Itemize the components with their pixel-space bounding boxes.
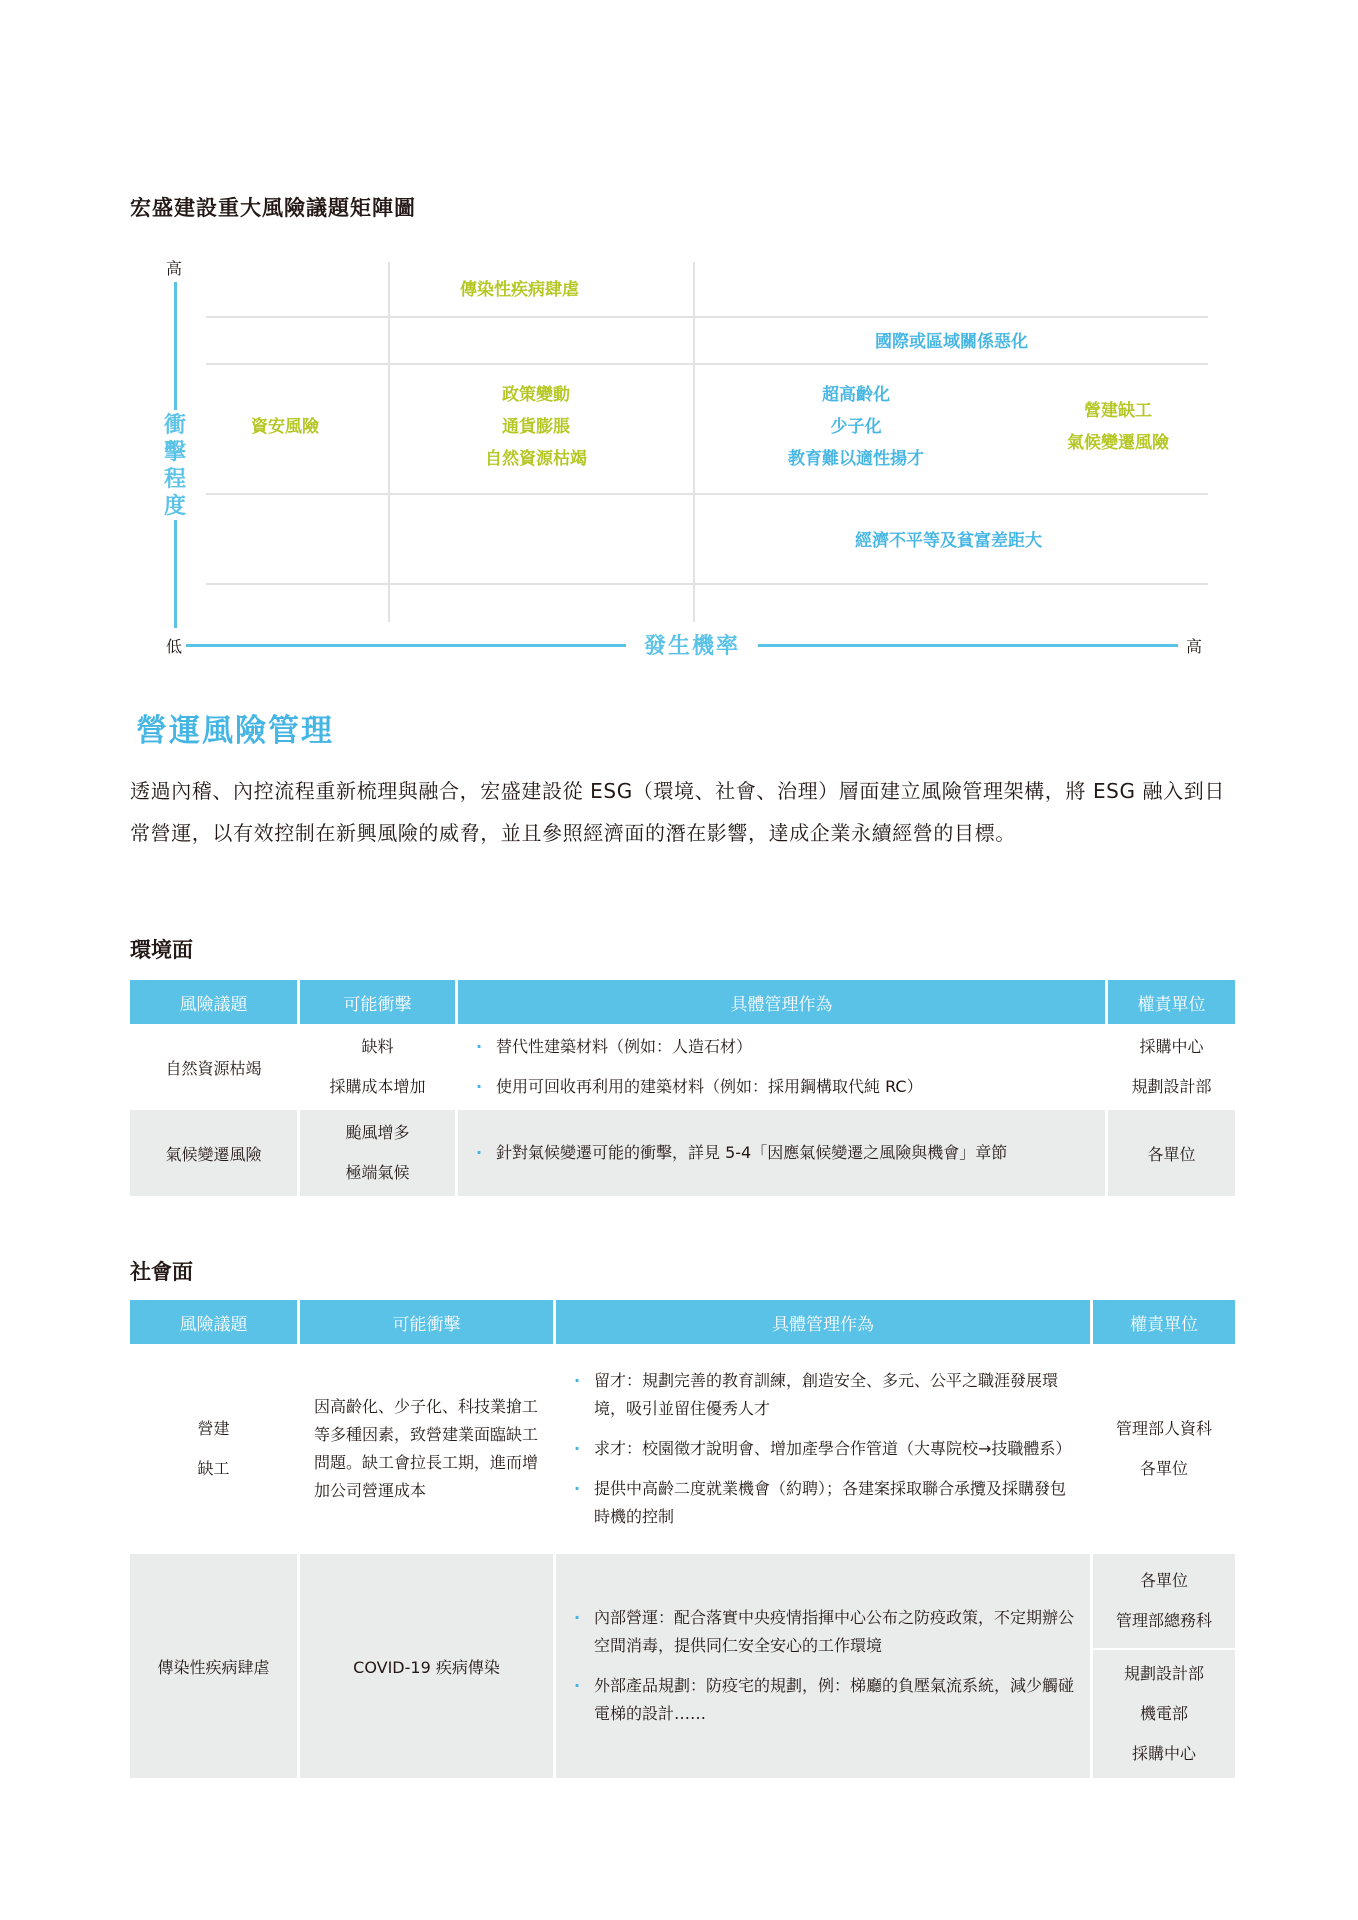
x-axis-title: 發生機率	[636, 629, 748, 660]
grid-line	[206, 493, 1208, 495]
env-row2-action: · 針對氣候變遷可能的衝擊，詳見 5-4「因應氣候變遷之風險與機會」章節	[474, 1139, 1095, 1167]
risk-group-mid	[476, 379, 596, 475]
soc-header-issue: 風險議題	[130, 1300, 297, 1344]
risk-inequality: 經濟不平等及貧富差距大	[855, 531, 1042, 551]
env-row1-owners	[1108, 1026, 1235, 1108]
soc-row1-action: · 求才：校園徵才說明會、增加產學合作管道（大專院校→技職體系）	[572, 1435, 1080, 1463]
env-header-impact: 可能衝擊	[300, 980, 455, 1024]
intro-paragraph: 透過內稽、內控流程重新梳理與融合，宏盛建設從 ESG（環境、社會、治理）層面建立風險管理架構，將 ESG 融入到日常營運，以有效控制在新興風險的威脅，並且參照經濟面的潛在影響，達成企業永續經營的目標。	[130, 779, 1225, 845]
soc-row1-action: · 留才：規劃完善的教育訓練，創造安全、多元、公平之職涯發展環境，吸引並留住優秀人才	[572, 1367, 1080, 1423]
soc-header-impact: 可能衝擊	[300, 1300, 553, 1344]
soc-row2-issue: 傳染性疾病肆虐	[130, 1554, 297, 1778]
soc-header-owner: 權責單位	[1093, 1300, 1235, 1344]
soc-table	[130, 1300, 1235, 1778]
soc-row2-actions	[556, 1554, 1090, 1778]
env-row2-owner: 各單位	[1108, 1110, 1235, 1196]
env-heading: 環境面	[130, 938, 193, 962]
risk-infectious-disease: 傳染性疾病肆虐	[460, 280, 579, 300]
soc-row1-owner: 管理部人資科	[1115, 1419, 1212, 1438]
risk-low-birth: 少子化	[830, 417, 882, 437]
soc-row2-owner: 規劃設計部	[1123, 1664, 1204, 1683]
risk-policy-change: 政策變動	[502, 385, 570, 405]
risk-infosec: 資安風險	[251, 417, 319, 437]
risk-aging: 超高齡化	[822, 385, 890, 405]
x-axis-high-label: 高	[1186, 637, 1203, 656]
env-row1-issue: 自然資源枯竭	[165, 1058, 262, 1078]
risk-geopolitics: 國際或區域關係惡化	[875, 332, 1028, 352]
soc-header-actions: 具體管理作為	[556, 1300, 1090, 1344]
env-row2-actions	[458, 1110, 1105, 1196]
y-axis-char: 衝	[163, 413, 186, 438]
soc-row2-action: · 內部營運：配合落實中央疫情指揮中心公布之防疫政策，不定期辦公空間消毒，提供同仁安全安心的工作環境	[572, 1604, 1080, 1660]
risk-group-right	[1058, 395, 1178, 459]
env-row2-issue: 氣候變遷風險	[130, 1110, 297, 1196]
env-row1-action: · 替代性建築材料（例如：人造石材）	[474, 1027, 1095, 1067]
soc-row2-owner: 機電部	[1139, 1704, 1188, 1723]
env-row1-actions	[458, 1026, 1105, 1108]
y-axis-char: 程	[163, 467, 186, 492]
section-heading: 營運風險管理	[136, 713, 334, 749]
risk-resource-depletion: 自然資源枯竭	[485, 449, 587, 469]
risk-climate-change: 氣候變遷風險	[1067, 433, 1169, 453]
soc-row1-impact	[300, 1346, 553, 1552]
soc-row1-issue-line: 營建	[197, 1419, 230, 1438]
soc-row1-issue-line: 缺工	[197, 1459, 230, 1478]
env-header-owner: 權責單位	[1108, 980, 1235, 1024]
risk-education: 教育難以適性揚才	[788, 449, 924, 469]
y-axis-line-lower	[174, 520, 177, 628]
y-axis-char: 擊	[163, 440, 186, 465]
soc-row1-impact-text: 因高齡化、少子化、科技業搶工等多種因素，致營建業面臨缺工問題。缺工會拉長工期，進而增加公司營運成本	[314, 1397, 539, 1500]
env-header-issue: 風險議題	[130, 980, 297, 1024]
soc-row2-owner: 採購中心	[1131, 1744, 1196, 1763]
soc-row2-owner: 各單位	[1139, 1571, 1188, 1590]
grid-line	[206, 316, 1208, 318]
x-axis-line-right	[758, 644, 1178, 647]
env-row1-action: · 使用可回收再利用的建築材料（例如：採用鋼構取代純 RC）	[474, 1067, 1095, 1107]
soc-row2-impact: COVID-19 疾病傳染	[300, 1554, 553, 1778]
soc-heading: 社會面	[130, 1260, 193, 1284]
x-axis-low-label: 低	[166, 637, 183, 656]
soc-row2-owners-bottom	[1093, 1650, 1235, 1778]
env-row2-impact: 極端氣候	[345, 1163, 410, 1182]
soc-row2-action: · 外部產品規劃：防疫宅的規劃，例：梯廳的負壓氣流系統，減少觸碰電梯的設計……	[572, 1672, 1080, 1728]
y-axis-title	[160, 412, 190, 520]
risk-group-center	[776, 379, 936, 475]
grid-line	[206, 583, 1208, 585]
soc-row1-issue	[130, 1346, 297, 1552]
soc-row1-actions	[556, 1346, 1090, 1552]
risk-labor-shortage: 營建缺工	[1084, 401, 1152, 421]
y-axis-high-label: 高	[166, 259, 183, 278]
soc-row2-owner: 管理部總務科	[1115, 1611, 1212, 1630]
soc-row1-owners	[1093, 1346, 1235, 1552]
env-table	[130, 980, 1235, 1196]
matrix-title: 宏盛建設重大風險議題矩陣圖	[130, 196, 416, 220]
env-row1-owner: 採購中心	[1139, 1037, 1204, 1056]
soc-row1-action: · 提供中高齡二度就業機會（約聘）；各建案採取聯合承攬及採購發包時機的控制	[572, 1475, 1080, 1531]
risk-inflation: 通貨膨脹	[502, 417, 570, 437]
y-axis-char: 度	[163, 494, 186, 519]
soc-row2-owners-top	[1093, 1554, 1235, 1648]
env-header-actions: 具體管理作為	[458, 980, 1105, 1024]
env-row1-impacts	[300, 1026, 455, 1108]
env-row1-owner: 規劃設計部	[1131, 1077, 1212, 1096]
soc-row1-owner: 各單位	[1139, 1459, 1188, 1478]
grid-line	[693, 262, 695, 622]
env-row1-impact: 採購成本增加	[329, 1077, 426, 1096]
grid-line	[388, 262, 390, 622]
grid-line	[206, 363, 1208, 365]
env-row2-impact: 颱風增多	[345, 1123, 410, 1142]
y-axis-line-upper	[174, 282, 177, 410]
x-axis-line-left	[186, 644, 626, 647]
env-row2-impacts	[300, 1110, 455, 1196]
env-row1-impact: 缺料	[361, 1037, 394, 1056]
